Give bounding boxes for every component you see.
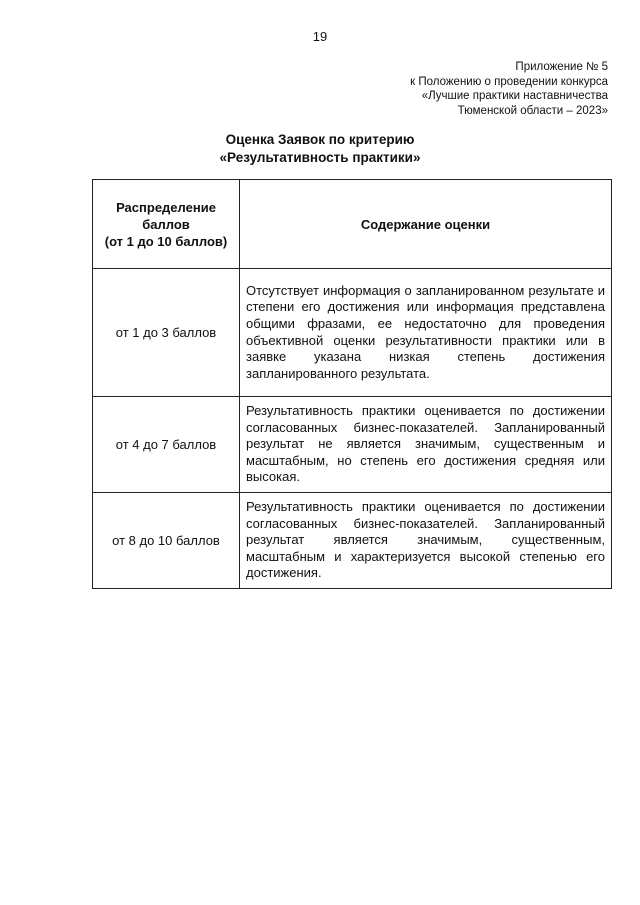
header-line: Распределение [116, 199, 216, 215]
content-cell: Отсутствует информация о запланированном результате и степени его достижения или информация представлена общими фразами, ее недостаточно для проведения объективной оценки результативности практики или в заявке указана низкая степень достижения запланированного результата. [240, 269, 612, 397]
content-column-header: Содержание оценки [240, 180, 612, 269]
page-number: 19 [312, 29, 328, 44]
appendix-line: к Положению о проведении конкурса [410, 75, 608, 88]
score-column-header [93, 180, 240, 269]
document-title [0, 131, 640, 167]
title-line: «Результативность практики» [219, 150, 421, 165]
appendix-line: «Лучшие практики наставничества [421, 90, 608, 102]
appendix-line: Приложение № 5 [515, 61, 608, 73]
title-line: Оценка Заявок по критерию [225, 132, 415, 147]
appendix-reference [308, 60, 608, 118]
table-row [93, 492, 612, 588]
table-row [93, 269, 612, 397]
table-header-row [93, 180, 612, 269]
header-line: (от 1 до 10 баллов) [104, 233, 228, 249]
content-cell: Результативность практики оценивается по достижении согласованных бизнес-показателей. Запланированный результат не является значимым, существенным и масштабным, но степень его достижения средняя или высокая. [240, 397, 612, 493]
appendix-line: Тюменской области – 2023» [457, 104, 608, 117]
criteria-table [92, 179, 612, 589]
content-cell: Результативность практики оценивается по достижении согласованных бизнес-показателей. Запланированный результат является значимым, существенным, масштабным и характеризуется высокой степенью его достижения. [240, 492, 612, 588]
score-cell: от 8 до 10 баллов [93, 492, 240, 588]
score-cell: от 1 до 3 баллов [93, 269, 240, 397]
table-row [93, 397, 612, 493]
header-line: баллов [142, 216, 190, 232]
score-cell: от 4 до 7 баллов [93, 397, 240, 493]
